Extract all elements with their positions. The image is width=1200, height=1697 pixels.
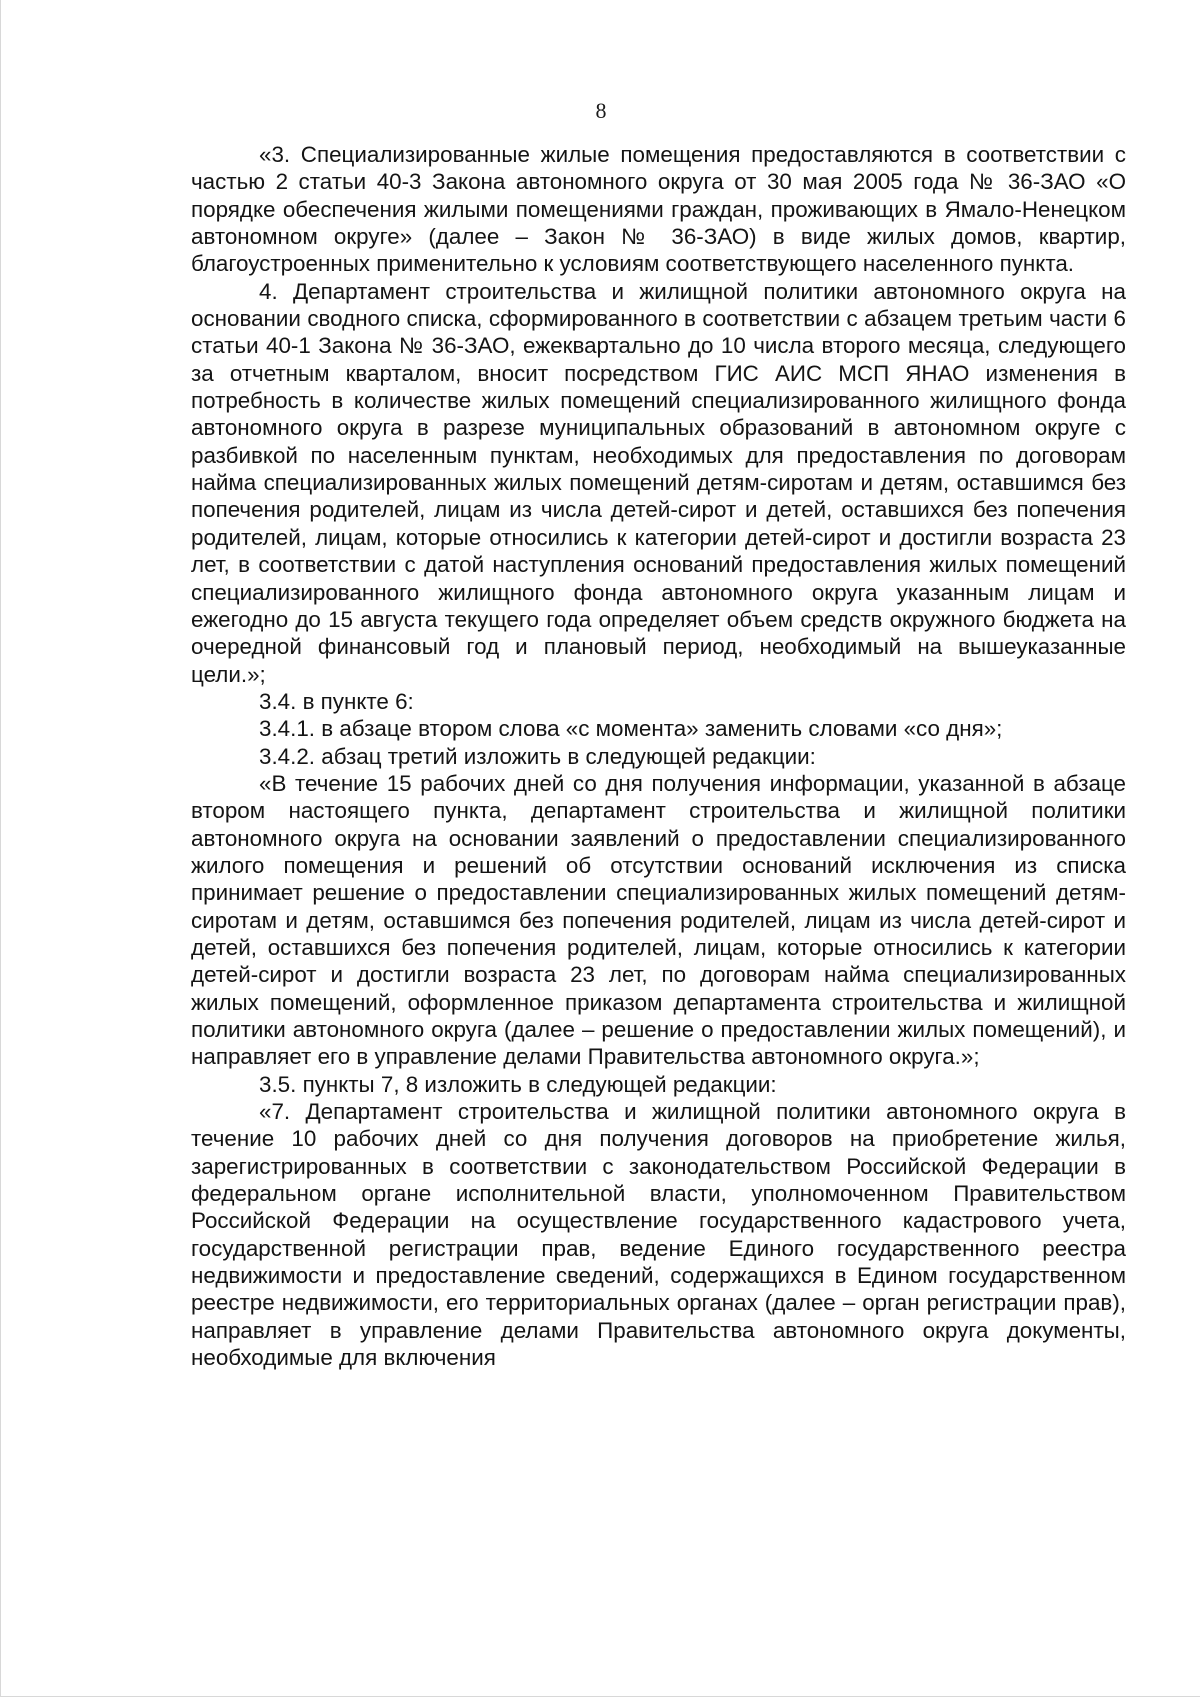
paragraph-item-4: 4. Департамент строительства и жилищной политики автономного округа на основании сводного списка, сформированного в соответствии с абзацем третьим части 6 статьи 40-1 Закона № 36-ЗАО, ежеквартально до 10 числа второго месяца, следующего за отчетным кварталом, вносит посредством ГИС АИС МСП ЯНАО изменения в потребность в количестве жилых помещений специализированного жилищного фонда автономного округа в разрезе муниципальных образований в автономном округе с разбивкой по населенным пунктам, необходимых для предоставления по договорам найма специализированных жилых помещений детям-сиротам и детям, оставшимся без попечения родителей, лицам из числа детей-сирот и детей, оставшихся без попечения родителей, лицам, которые относились к категории детей-сирот и достигли возраста 23 лет, в соответствии с датой наступления оснований предоставления жилых помещений специализированного жилищного фонда автономного округа указанным лицам и ежегодно до 15 августа текущего года определяет объем средств окружного бюджета на очередной финансовый год и плановый период, необходимый на вышеуказанные цели.»; [191, 278, 1126, 687]
paragraph-3-5: 3.5. пункты 7, 8 изложить в следующей редакции: [259, 1071, 777, 1097]
paragraph-quoted-abzac: «В течение 15 рабочих дней со дня получения информации, указанной в абзаце втором настоящего пункта, департамент строительства и жилищной политики автономного округа на основании заявлений о предоставлении специализированного жилого помещения и решений об отсутствии оснований исключения из списка принимает решение о предоставлении специализированных жилых помещений детям-сиротам и детям, оставшимся без попечения родителей, лицам из числа детей-сирот и детей, оставшихся без попечения родителей, лицам, которые относились к категории детей-сирот и достигли возраста 23 лет, по договорам найма специализированных жилых помещений, оформленное приказом департамента строительства и жилищной политики автономного округа (далее – решение о предоставлении жилых помещений), и направляет его в управление делами Правительства автономного округа.»; [191, 770, 1126, 1070]
paragraph-3-4-1: 3.4.1. в абзаце втором слова «с момента» заменить словами «со дня»; [259, 716, 1003, 742]
paragraph-3-4: 3.4. в пункте 6: [259, 688, 414, 714]
paragraph-3-4-2: 3.4.2. абзац третий изложить в следующей редакции: [259, 743, 816, 769]
paragraph-item-7: «7. Департамент строительства и жилищной политики автономного округа в течение 10 рабочих дней со дня получения договоров на приобретение жилья, зарегистрированных в соответствии с законодательством Российской Федерации в федеральном органе исполнительной власти, уполномоченном Правительством Российской Федерации на осуществление государственного кадастрового учета, государственной регистрации прав, ведение Единого государственного реестра недвижимости и предоставление сведений, содержащихся в Едином государственном реестре недвижимости, его территориальных органах (далее – орган регистрации прав), направляет в управление делами Правительства автономного округа документы, необходимые для включения [191, 1099, 1126, 1371]
document-body [191, 141, 1126, 1371]
page-number: 8 [595, 98, 607, 123]
paragraph-item-3: «3. Специализированные жилые помещения предоставляются в соответствии с частью 2 статьи 40-3 Закона автономного округа от 30 мая 2005 года № 36-ЗАО «О порядке обеспечения жилыми помещениями граждан, проживающих в Ямало-Ненецком автономном округе» (далее – Закон № 36-ЗАО) в виде жилых домов, квартир, благоустроенных применительно к условиям соответствующего населенного пункта. [191, 142, 1126, 277]
